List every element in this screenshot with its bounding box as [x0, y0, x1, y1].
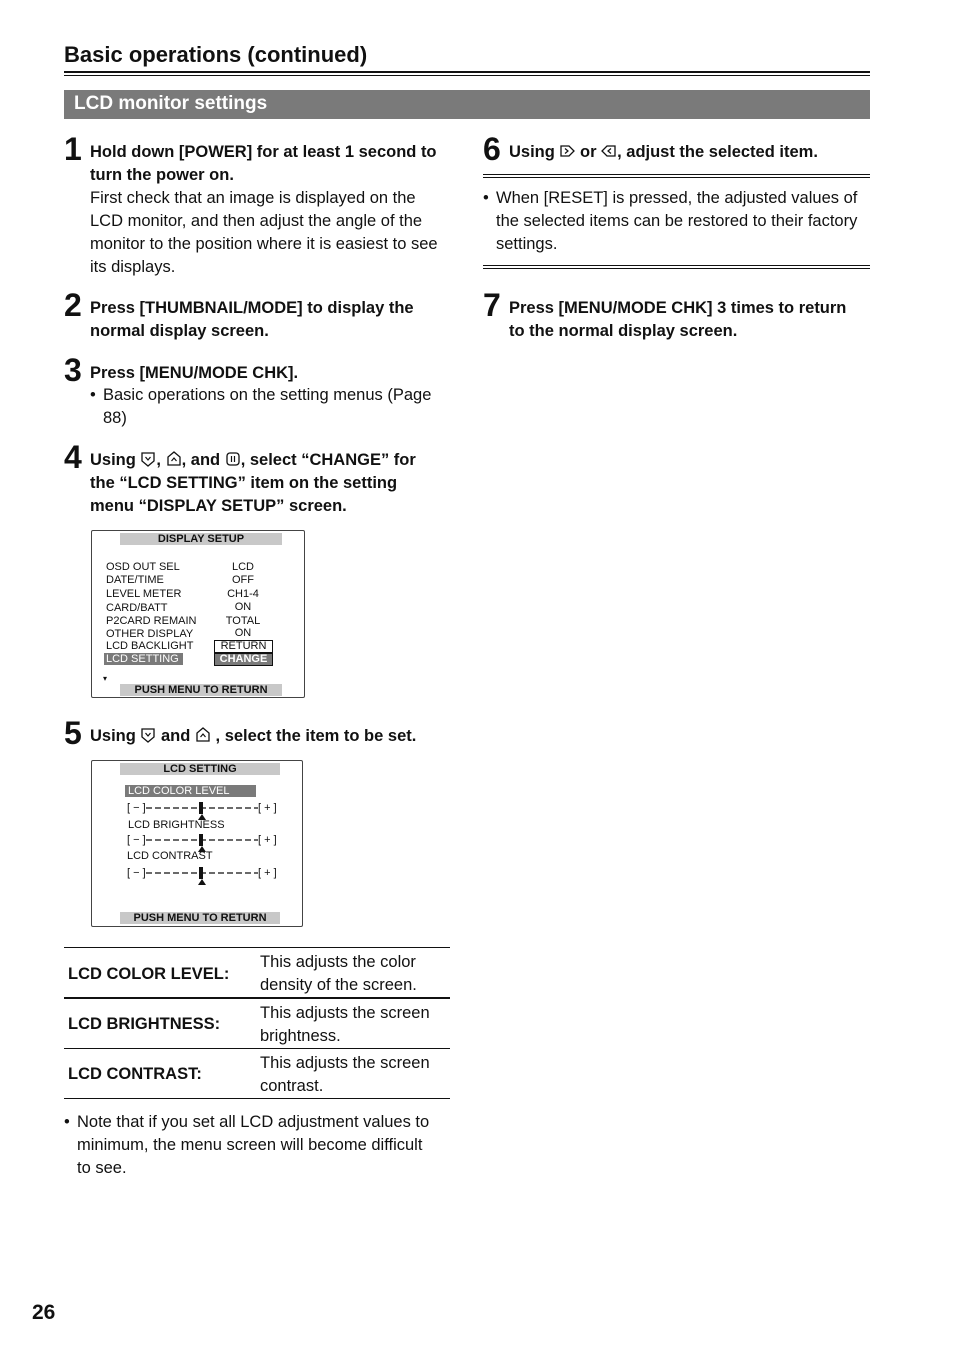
- step-5-number: 5: [64, 715, 82, 751]
- step-6-note-line1: When [RESET] is pressed, the adjusted values of: [496, 189, 858, 207]
- lcd-brightness-slider[interactable]: [146, 833, 258, 847]
- step-2-line2: normal display screen.: [90, 322, 269, 340]
- lcd-setting-title: LCD SETTING: [120, 763, 280, 775]
- slider-min-label: [ − ]: [127, 834, 146, 846]
- step-2-number: 2: [64, 287, 82, 323]
- def-desc-line2: density of the screen.: [260, 976, 417, 994]
- menu-item-value: ON: [234, 601, 252, 613]
- step-3-bullet-line2: 88): [103, 409, 127, 427]
- step-6-line1: [509, 141, 818, 164]
- menu-item-value: LCD: [231, 561, 254, 573]
- lcd-setting-footer: PUSH MENU TO RETURN: [120, 912, 280, 924]
- menu-item-label: LEVEL METER: [106, 588, 182, 600]
- slider-max-label: [ + ]: [258, 802, 277, 814]
- step-6-text-b: or: [575, 143, 602, 161]
- def-term: LCD CONTRAST:: [68, 1065, 202, 1083]
- step-3-bullet-line1: Basic operations on the setting menus (Page: [103, 386, 432, 404]
- menu-item-value: TOTAL: [225, 615, 261, 627]
- step-3-bullet: [90, 384, 450, 430]
- step-1-line2: turn the power on.: [90, 166, 234, 184]
- note-line3: to see.: [77, 1159, 127, 1177]
- def-desc-line2: contrast.: [260, 1077, 324, 1095]
- bullet-dot: •: [64, 1113, 70, 1131]
- step-4-text-b: ,: [156, 451, 166, 469]
- up-button-icon: [166, 451, 182, 467]
- note-rule-top: [483, 174, 870, 175]
- step-5-line1: [90, 725, 416, 748]
- step-6-note: [483, 187, 870, 257]
- def-term: LCD COLOR LEVEL:: [68, 965, 230, 983]
- step-2-line1: Press [THUMBNAIL/MODE] to display the: [90, 299, 414, 317]
- menu-item-label: DATE/TIME: [106, 574, 164, 586]
- step-6-note-line2: the selected items can be restored to their factory: [496, 212, 858, 230]
- down-button-icon: [140, 451, 156, 467]
- bullet-dot: •: [483, 189, 489, 207]
- section-title: LCD monitor settings: [74, 93, 268, 114]
- step-5-text-b: and: [156, 727, 195, 745]
- down-button-icon: [140, 727, 156, 743]
- def-term: LCD BRIGHTNESS:: [68, 1015, 221, 1033]
- menu-item-value: ON: [234, 627, 252, 639]
- set-button-icon: [225, 451, 241, 467]
- change-option-selected: CHANGE: [214, 653, 273, 666]
- step-5-text-c: , select the item to be set.: [210, 727, 417, 745]
- left-button-icon: [601, 143, 617, 159]
- right-button-icon: [559, 143, 575, 159]
- step-4-line1: [90, 449, 416, 472]
- bullet-dot: •: [90, 386, 96, 404]
- step-4-number: 4: [64, 439, 82, 475]
- display-setup-footer: PUSH MENU TO RETURN: [120, 684, 282, 696]
- menu-item-value: CH1-4: [227, 588, 259, 600]
- step-5-text-a: Using: [90, 727, 141, 745]
- step-4-text-c: , and: [181, 451, 225, 469]
- step-1-body-4: its displays.: [90, 258, 176, 276]
- step-7-line1: Press [MENU/MODE CHK] 3 times to return: [509, 299, 847, 317]
- note-rule-top-2: [483, 177, 870, 178]
- page-title: Basic operations (continued): [64, 42, 368, 67]
- lcd-contrast-label: LCD CONTRAST: [127, 850, 213, 862]
- lcd-color-level-slider[interactable]: [146, 801, 258, 815]
- page-number: 26: [32, 1301, 56, 1324]
- lcd-brightness-label: LCD BRIGHTNESS: [128, 819, 225, 831]
- step-7-number: 7: [483, 287, 501, 323]
- center-marker-icon: [198, 879, 206, 885]
- step-3-line1: Press [MENU/MODE CHK].: [90, 364, 299, 382]
- note-line2: minimum, the menu screen will become difficult: [77, 1136, 423, 1154]
- menu-item-label: OTHER DISPLAY: [106, 628, 194, 640]
- step-4-line3: menu “DISPLAY SETUP” screen.: [90, 497, 347, 515]
- note-bullet: [64, 1111, 450, 1181]
- note-line1: Note that if you set all LCD adjustment values to: [77, 1113, 430, 1131]
- slider-max-label: [ + ]: [258, 834, 277, 846]
- step-3-number: 3: [64, 352, 82, 388]
- lcd-contrast-slider[interactable]: [146, 866, 258, 880]
- menu-item-value: OFF: [232, 574, 254, 586]
- def-desc-line1: This adjusts the screen: [260, 1004, 430, 1022]
- table-rule-top: [64, 947, 450, 948]
- step-4-text-d: , select “CHANGE” for: [240, 451, 416, 469]
- menu-item-label: P2CARD REMAIN: [106, 615, 197, 627]
- heading-rule-thin: [64, 75, 870, 76]
- section-bar: [64, 90, 870, 119]
- slider-min-label: [ − ]: [127, 802, 146, 814]
- display-setup-title: DISPLAY SETUP: [120, 533, 282, 545]
- step-1-body-1: First check that an image is displayed on the: [90, 189, 416, 207]
- menu-item-label: LCD BACKLIGHT: [106, 640, 194, 652]
- def-desc-line2: brightness.: [260, 1027, 341, 1045]
- slider-min-label: [ − ]: [127, 867, 146, 879]
- table-rule: [64, 997, 450, 999]
- def-desc-line1: This adjusts the color: [260, 953, 416, 971]
- step-1-body-3: monitor to the position where it is easiest to see: [90, 235, 438, 253]
- return-option-box: RETURN: [214, 640, 273, 653]
- note-rule-bottom-2: [483, 268, 870, 269]
- display-setup-screen: [91, 530, 305, 698]
- step-4-text-a: Using: [90, 451, 141, 469]
- menu-item-label: CARD/BATT: [106, 602, 168, 614]
- heading-rule: [64, 71, 870, 73]
- note-rule-bottom: [483, 265, 870, 266]
- step-1-body-2: LCD monitor, and then adjust the angle of the: [90, 212, 423, 230]
- step-6-note-line3: settings.: [496, 235, 558, 253]
- scroll-down-icon: ▾: [103, 674, 108, 683]
- step-6-text-c: , adjust the selected item.: [617, 143, 818, 161]
- slider-max-label: [ + ]: [258, 867, 277, 879]
- step-4-line2: the “LCD SETTING” item on the setting: [90, 474, 398, 492]
- step-7-line2: to the normal display screen.: [509, 322, 738, 340]
- up-button-icon: [195, 727, 211, 743]
- def-desc-line1: This adjusts the screen: [260, 1054, 430, 1072]
- step-6-text-a: Using: [509, 143, 560, 161]
- table-rule: [64, 1048, 450, 1049]
- step-6-number: 6: [483, 131, 501, 167]
- table-rule-bottom: [64, 1098, 450, 1099]
- menu-item-label: OSD OUT SEL: [106, 561, 180, 573]
- lcd-color-level-label: LCD COLOR LEVEL: [125, 785, 256, 797]
- step-1-line1: Hold down [POWER] for at least 1 second to: [90, 143, 437, 161]
- menu-item-selected-label: LCD SETTING: [104, 653, 183, 665]
- lcd-setting-screen: [91, 760, 303, 927]
- step-1-number: 1: [64, 131, 82, 167]
